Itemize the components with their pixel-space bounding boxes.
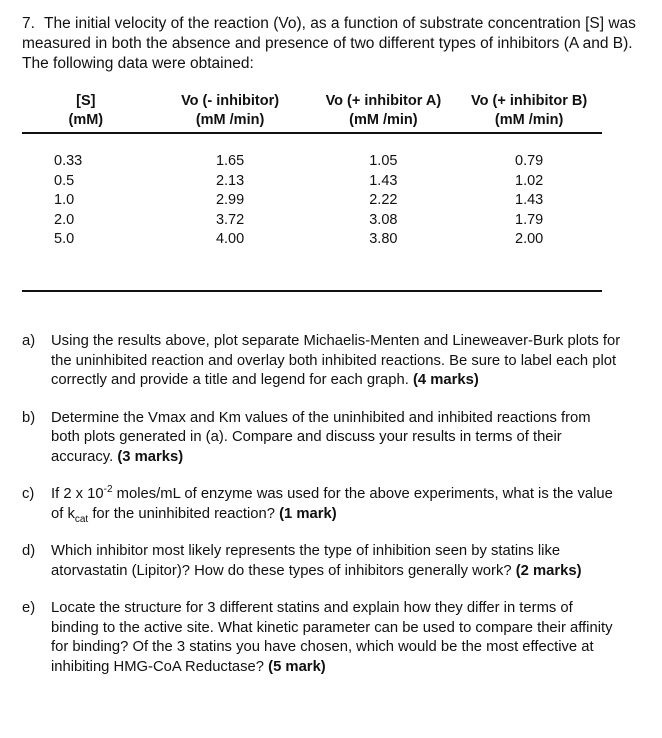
cell-inhibitor-a: 3.80 [369, 231, 398, 247]
cell-inhibitor-a: 3.08 [369, 211, 398, 228]
part-label: e) [22, 600, 36, 616]
table-row [22, 152, 602, 172]
part-text: Which inhibitor most likely represents the type of inhibition seen by statins like atorvastatin (Lipitor)? How do these types of inhibitors generally work? (2 marks) [51, 543, 582, 579]
part-c [22, 485, 622, 524]
part-marks: (3 marks) [117, 448, 184, 465]
question-intro-text: The initial velocity of the reaction (Vo), as a function of substrate concentration [S] was measured in both the absence and presence of two different types of inhibitors (A and B). The following data were obtained: [22, 15, 636, 72]
part-label: a) [22, 333, 36, 349]
cell-no-inhibitor: 1.65 [215, 153, 245, 169]
part-b [22, 409, 622, 468]
cell-inhibitor-a: 2.22 [369, 192, 398, 208]
part-marks: (1 mark) [279, 505, 337, 522]
part-marks: (4 marks) [412, 372, 479, 388]
part-marks: (2 marks) [515, 562, 582, 579]
part-label: d) [22, 543, 36, 559]
table-row [22, 191, 602, 211]
part-marks: (5 mark) [268, 658, 326, 675]
cell-no-inhibitor: 3.72 [215, 211, 245, 228]
cell-substrate: 0.5 [54, 172, 75, 189]
cell-no-inhibitor: 2.99 [215, 192, 245, 208]
table-header-row [22, 92, 602, 133]
part-d [22, 542, 622, 581]
cell-inhibitor-b: 1.02 [515, 172, 544, 189]
cell-inhibitor-b: 1.79 [515, 211, 544, 228]
part-text: Locate the structure for 3 different statins and explain how they differ in terms of binding to the active site. What kinetic parameter can be used to compare their affinity for binding? Of the 3 statins you have chosen, which would be the most effective at inhibiting HMG-CoA Reductase? (5 mark) [51, 600, 613, 675]
header-inhibitor-b: Vo (+ inhibitor B) (mM /min) [456, 92, 602, 133]
cell-substrate: 5.0 [54, 231, 75, 247]
cell-inhibitor-b: 1.43 [515, 192, 544, 208]
header-substrate: [S] (mM) [22, 92, 150, 133]
part-a [22, 332, 622, 391]
part-label: c) [22, 486, 35, 502]
table-row [22, 172, 602, 192]
cell-no-inhibitor: 4.00 [215, 231, 245, 247]
cell-inhibitor-b: 2.00 [515, 231, 544, 247]
header-no-inhibitor: Vo (- inhibitor) (mM /min) [150, 92, 311, 133]
cell-inhibitor-a: 1.05 [369, 153, 398, 169]
cell-inhibitor-b: 0.79 [515, 153, 544, 169]
part-e [22, 599, 622, 677]
part-text: Using the results above, plot separate Michaelis-Menten and Lineweaver-Burk plots for the uninhibited reaction and overlay both inhibited reactions. Be sure to label each plot correctly and provide a title and legend for each graph. (4 marks) [51, 333, 621, 388]
table-bottom-rule [22, 290, 602, 292]
part-text: If 2 x $10^{-2}$ moles/mL of enzyme was used for the above experiments, what is the value of $k_{cat}$ for the uninhibited reaction? (1 mark) [51, 484, 613, 525]
question-parts [22, 332, 622, 695]
data-table [22, 92, 602, 250]
cell-no-inhibitor: 2.13 [215, 172, 245, 189]
table-row [22, 211, 602, 231]
header-inhibitor-a: Vo (+ inhibitor A) (mM /min) [310, 92, 456, 133]
question-intro [22, 14, 642, 74]
cell-substrate: 2.0 [54, 211, 75, 228]
part-label: b) [22, 409, 36, 426]
question-number: 7. [22, 15, 35, 32]
cell-inhibitor-a: 1.43 [369, 172, 398, 189]
part-text: Determine the Vmax and Km values of the uninhibited and inhibited reactions from both plots generated in (a). Compare and discuss your results in terms of their accuracy. (3 marks) [51, 409, 591, 465]
table-row [22, 230, 602, 250]
cell-substrate: 1.0 [54, 192, 75, 208]
cell-substrate: 0.33 [54, 153, 83, 169]
